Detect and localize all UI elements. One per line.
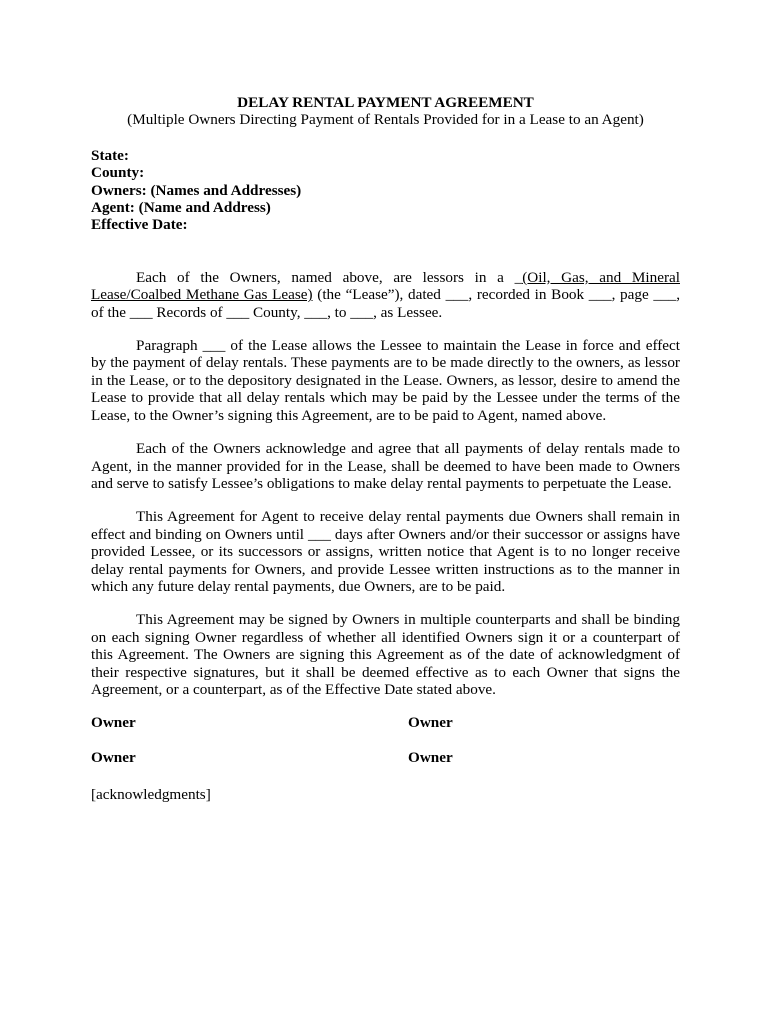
field-state: State:	[91, 146, 129, 164]
signature-owner-2: Owner	[408, 714, 453, 732]
document-page	[91, 94, 680, 804]
document-title: DELAY RENTAL PAYMENT AGREEMENT	[237, 94, 534, 111]
field-county: County:	[91, 164, 145, 182]
paragraph-1	[91, 269, 680, 321]
paragraph-3: Each of the Owners acknowledge and agree that all payments of delay rentals made to Agent, in the manner provided for in the Lease, shall be deemed to have been made to Owners and serve to satisfy Lessee’s obligations to make delay rental payments to perpetuate the Lease.	[91, 440, 680, 492]
paragraph-5: This Agreement may be signed by Owners in multiple counterparts and shall be binding on each signing Owner regardless of whether all identified Owners sign it or a counterpart of this Agreement. The Owners are signing this Agreement as of the date of acknowledgment of their respective signatures, but it shall be deemed effective as to each Owner that signs the Agreement, or a counterpart, as of the Effective Date stated above.	[91, 611, 680, 698]
paragraph-1-lead: Each of the Owners, named above, are lessors in a _	[136, 268, 523, 286]
header-fields	[91, 147, 680, 234]
acknowledgments-note: [acknowledgments]	[91, 786, 211, 804]
document-subtitle: (Multiple Owners Directing Payment of Rentals Provided for in a Lease to an Agent)	[127, 111, 644, 129]
signature-owner-3: Owner	[91, 749, 136, 767]
paragraph-1-rest: (the “Lease”), dated ___, recorded in Book ___, page ___, of the ___ Records of ___ County, ___, to ___, as Lessee.	[91, 286, 681, 321]
field-agent: Agent: (Name and Address)	[91, 199, 271, 217]
signature-block	[91, 714, 680, 784]
signature-owner-1: Owner	[91, 714, 136, 732]
paragraph-4: This Agreement for Agent to receive delay rental payments due Owners shall remain in effect and binding on Owners until ___ days after Owners and/or their successor or assigns have provided Lessee, or its successors or assigns, written notice that Agent is to no longer receive delay rental payments for Owners, and provide Lessee written instructions as to the manner in which any future delay rental payments, due Owners, are to be paid.	[91, 508, 680, 595]
signature-owner-4: Owner	[408, 749, 453, 767]
agreement-body	[91, 269, 680, 699]
field-effective-date: Effective Date:	[91, 216, 188, 234]
field-owners: Owners: (Names and Addresses)	[91, 181, 302, 199]
lease-type-underlined: (Oil, Gas, and Mineral Lease/Coalbed Methane Gas Lease)	[91, 268, 680, 304]
paragraph-2: Paragraph ___ of the Lease allows the Lessee to maintain the Lease in force and effect by the payment of delay rentals. These payments are to be made directly to the owners, as lessor in the Lease, or to the depository designated in the Lease. Owners, as lessor, desire to amend the Lease to provide that all delay rentals which may be paid by the Lessee under the terms of the Lease, to the Owner’s signing this Agreement, are to be paid to Agent, named above.	[91, 337, 680, 424]
